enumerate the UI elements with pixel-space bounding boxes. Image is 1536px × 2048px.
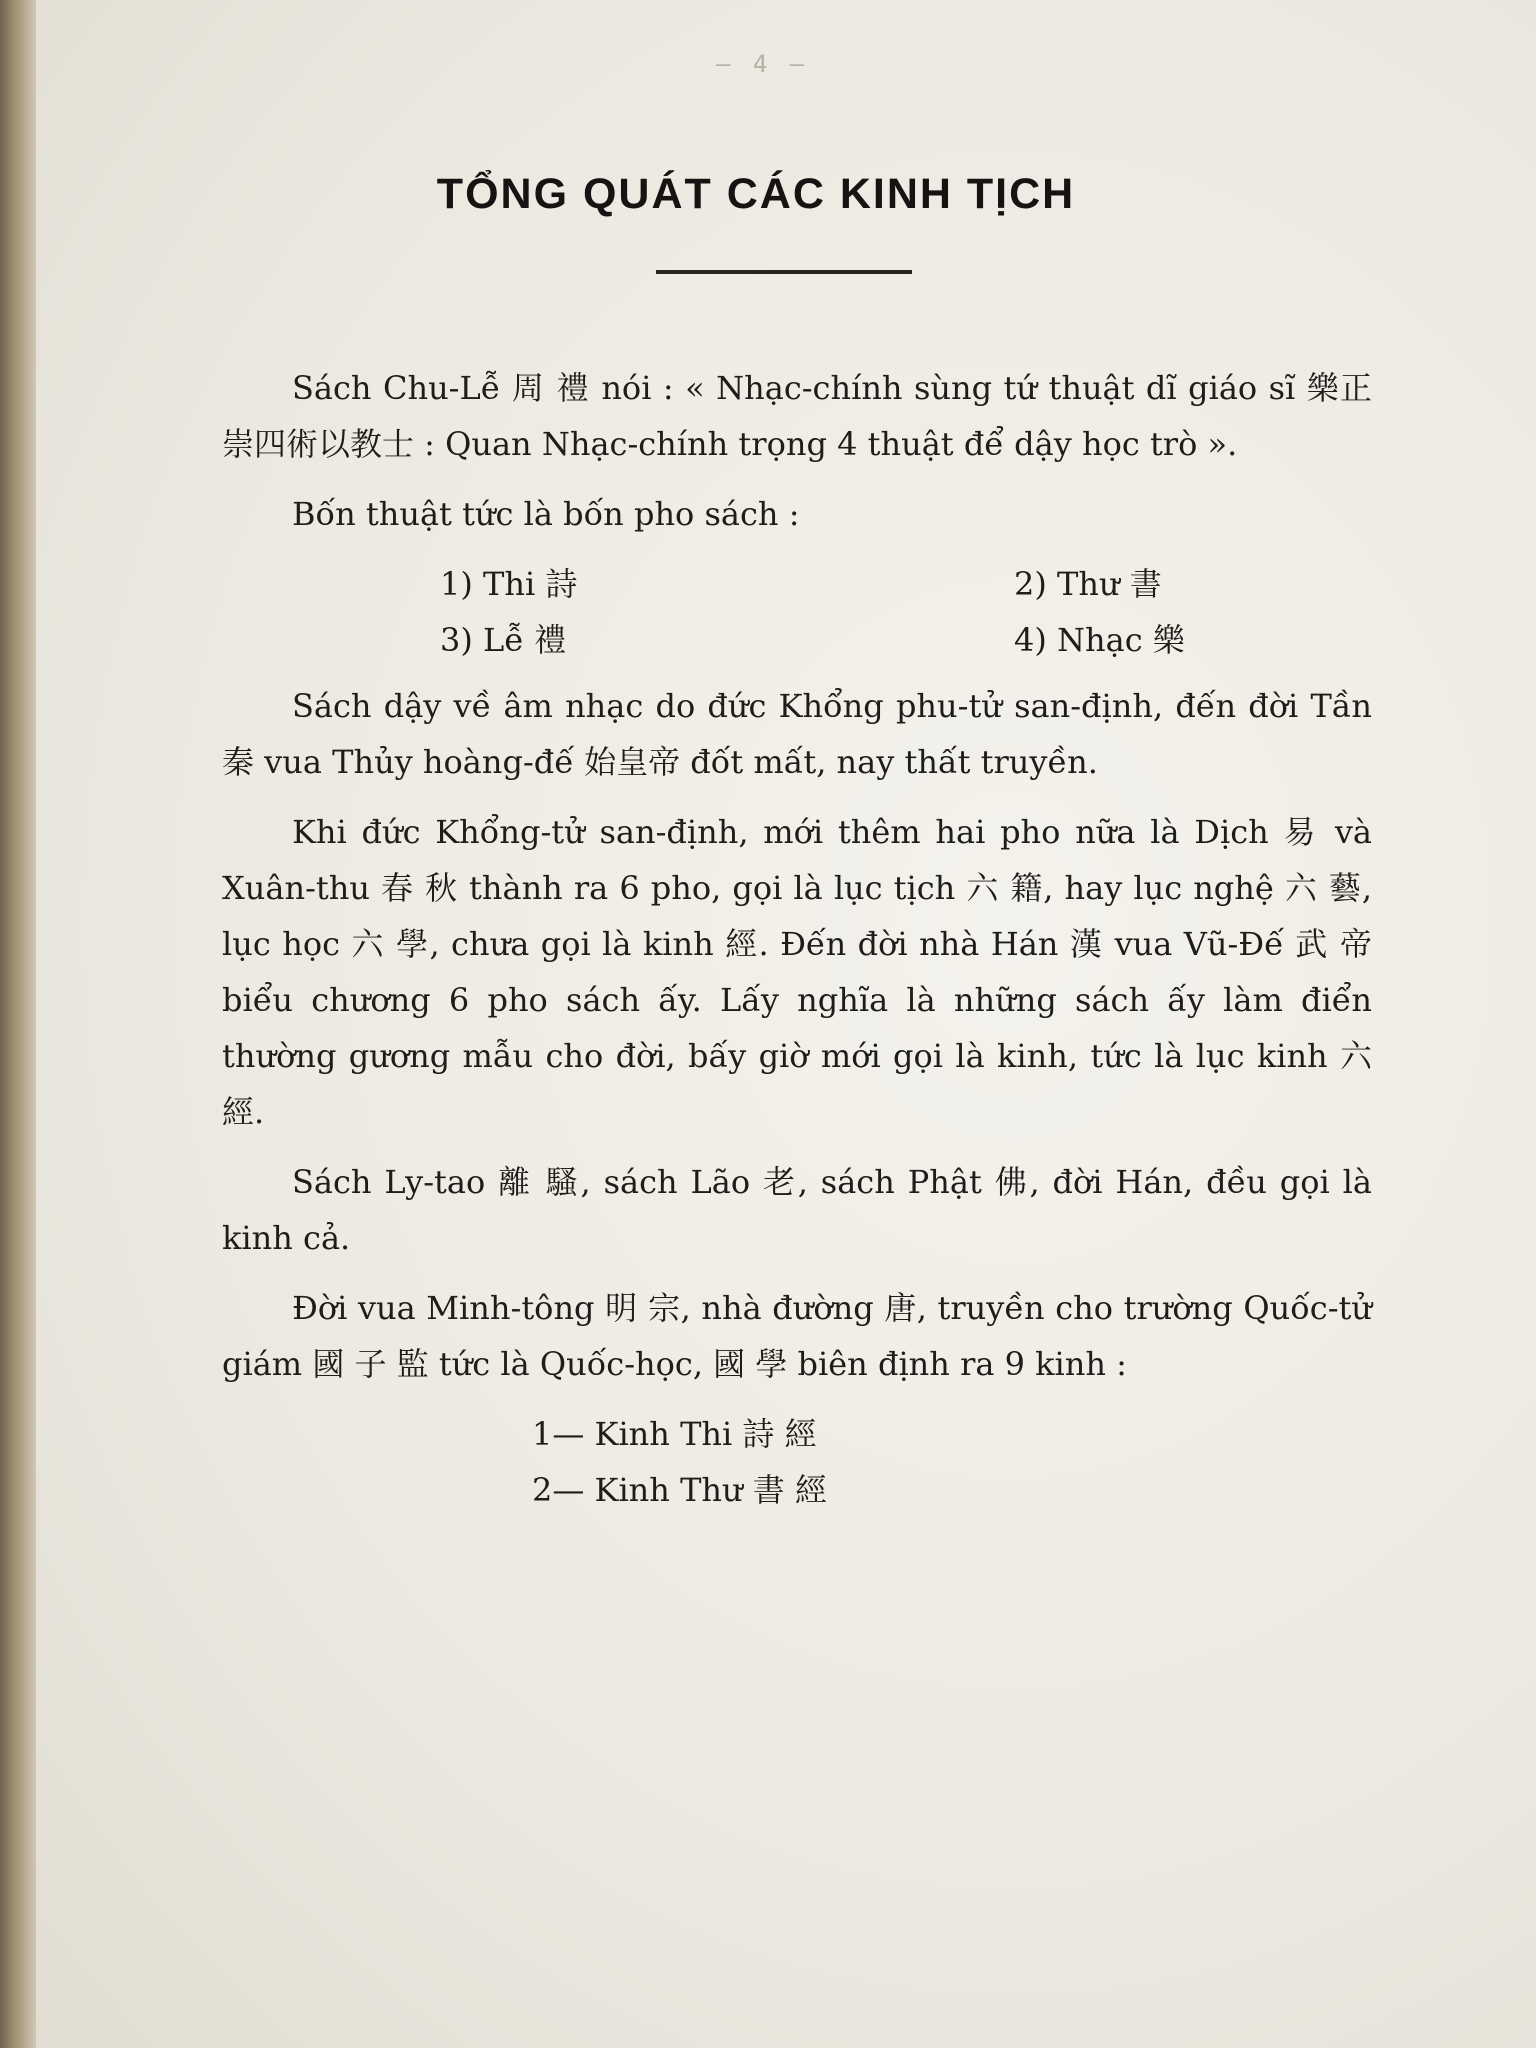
paragraph-khong-tu: Khi đức Khổng-tử san-định, mới thêm hai pho nữa là Dịch 易 và Xuân-thu 春 秋 thành ra 6 pho, gọi là lục tịch 六 籍, hay lục nghệ 六 藝, lục học 六 學, chưa gọi là kinh 經. Đến đời nhà Hán 漢 vua Vũ-Đế 武 帝 biểu chương 6 pho sách ấy. Lấy nghĩa là những sách ấy làm điển thường gương mẫu cho đời, bấy giờ mới gọi là kinh, tức là lục kinh 六 經. — [222, 813, 1372, 1131]
list-item-kinh-thi: 1— Kinh Thi 詩 經 — [532, 1415, 817, 1453]
list-item-thi: 1) Thi 詩 — [440, 565, 578, 603]
paragraph-ly-tao: Sách Ly-tao 離 騷, sách Lão 老, sách Phật 佛, đời Hán, đều gọi là kinh cả. — [222, 1163, 1372, 1257]
paragraph-am-nhac: Sách dậy về âm nhạc do đức Khổng phu-tử san-định, đến đời Tần 秦 vua Thủy hoàng-đế 始皇帝 đốt mất, nay thất truyền. — [222, 687, 1372, 781]
list-item-nhac: 4) Nhạc 樂 — [1014, 621, 1185, 659]
title-underline — [656, 270, 912, 274]
paragraph-bon-thuat: Bốn thuật tức là bốn pho sách : — [292, 495, 800, 533]
four-books-list — [222, 556, 1372, 668]
book-page — [36, 0, 1536, 2048]
list-item-kinh-thu: 2— Kinh Thư 書 經 — [532, 1471, 827, 1509]
book-gutter — [0, 0, 36, 2048]
paragraph-minh-tong: Đời vua Minh-tông 明 宗, nhà đường 唐, truyền cho trường Quốc-tử giám 國 子 監 tức là Quốc-học, 國 學 biên định ra 9 kinh : — [222, 1289, 1372, 1383]
list-item-le: 3) Lễ 禮 — [440, 621, 567, 659]
nine-classics-list — [222, 1406, 1372, 1518]
paragraph-chu-le: Sách Chu-Lễ 周 禮 nói : « Nhạc-chính sùng tứ thuật dĩ giáo sĩ 樂正崇四術以教士 : Quan Nhạc-chính trọng 4 thuật để dậy học trò ». — [222, 369, 1372, 463]
page-title: TỔNG QUÁT CÁC KINH TỊCH — [436, 170, 1076, 218]
list-item-thu: 2) Thư 書 — [1014, 565, 1162, 603]
body-text — [222, 360, 1372, 1518]
page-number-mark: — 4 — — [716, 50, 809, 78]
